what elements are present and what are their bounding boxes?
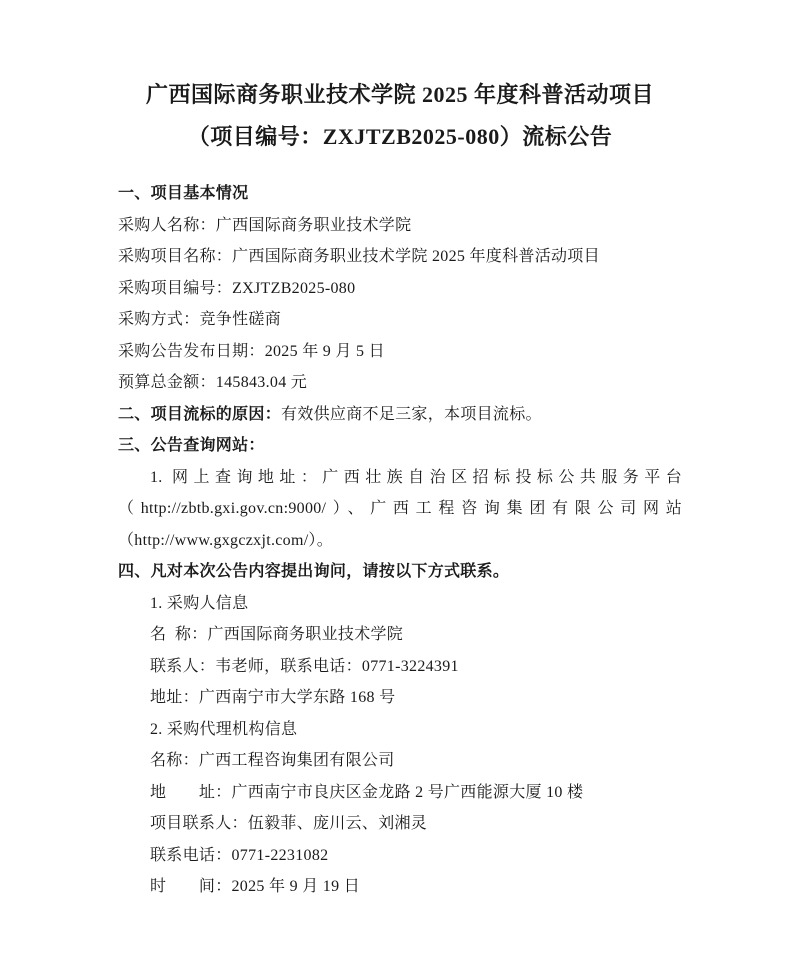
purchaser-info-title: 1. 采购人信息	[150, 594, 249, 612]
project-number-line: 采购项目编号：ZXJTZB2025-080	[118, 279, 356, 297]
purchaser-contact-line: 联系人：韦老师，联系电话：0771-3224391	[150, 657, 459, 675]
query-website-line-2: （http://zbtb.gxi.gov.cn:9000/）、广西工程咨询集团有限公司网站	[118, 500, 682, 517]
title-line-2: （项目编号：ZXJTZB2025-080）流标公告	[187, 124, 613, 149]
purchaser-address-line: 地址：广西南宁市大学东路 168 号	[150, 689, 396, 706]
document-title	[118, 74, 682, 158]
section-2-line	[118, 399, 682, 431]
purchaser-info-name-line: 名 称：广西国际商务职业技术学院	[150, 626, 404, 643]
announcement-time-line: 时 间：2025 年 9 月 19 日	[150, 878, 360, 895]
query-website-line-1: 1. 网上查询地址：广西壮族自治区招标投标公共服务平台	[150, 468, 682, 486]
section-2-reason-text: 有效供应商不足三家，本项目流标。	[281, 405, 542, 423]
title-line-1: 广西国际商务职业技术学院 2025 年度科普活动项目	[145, 82, 654, 107]
section-3-heading: 三、公告查询网站：	[118, 437, 265, 454]
agency-info-title: 2. 采购代理机构信息	[150, 720, 298, 738]
budget-amount-line: 预算总金额：145843.04 元	[118, 374, 308, 391]
document-body	[118, 178, 682, 903]
section-1-heading: 一、项目基本情况	[118, 185, 249, 202]
query-website-line-3: （http://www.gxgczxjt.com/）。	[118, 531, 334, 549]
project-name-line: 采购项目名称：广西国际商务职业技术学院 2025 年度科普活动项目	[118, 248, 600, 265]
agency-contacts-line: 项目联系人：伍毅菲、庞川云、刘湘灵	[150, 815, 428, 832]
procurement-method-line: 采购方式：竞争性磋商	[118, 311, 282, 328]
agency-address-line: 地 址：广西南宁市良庆区金龙路 2 号广西能源大厦 10 楼	[150, 783, 584, 801]
section-2-heading: 二、项目流标的原因：	[118, 405, 282, 423]
section-4-heading: 四、凡对本次公告内容提出询问，请按以下方式联系。	[118, 563, 510, 580]
agency-name-line: 名称：广西工程咨询集团有限公司	[150, 752, 395, 769]
purchaser-name-line: 采购人名称：广西国际商务职业技术学院	[118, 216, 412, 234]
agency-phone-line: 联系电话：0771-2231082	[150, 846, 329, 864]
announcement-date-line: 采购公告发布日期：2025 年 9 月 5 日	[118, 342, 385, 360]
